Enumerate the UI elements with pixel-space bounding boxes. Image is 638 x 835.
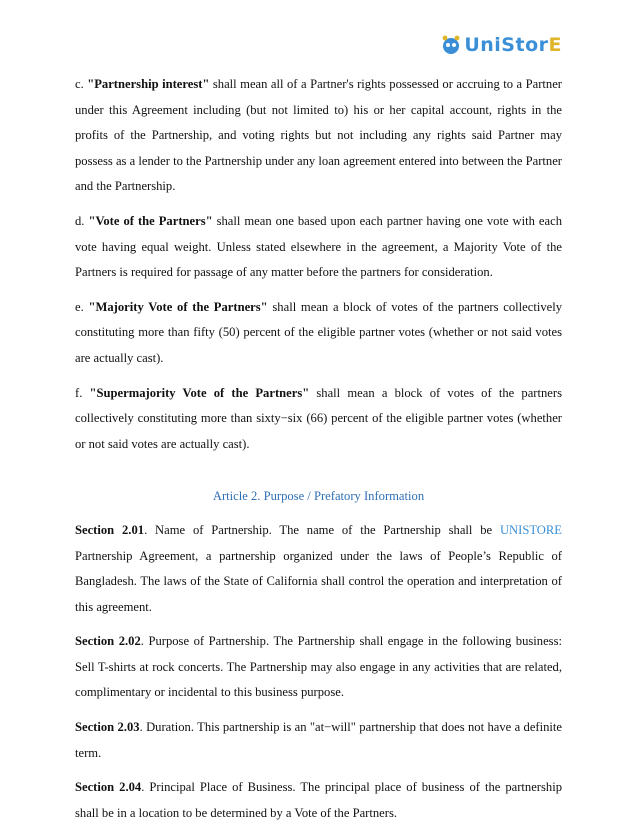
section-label: Section 2.03 <box>75 720 140 735</box>
section-label: Section 2.01 <box>75 522 145 537</box>
section-2-01 <box>75 518 562 620</box>
section-label: Section 2.04 <box>75 780 142 795</box>
definition-f <box>75 381 562 458</box>
brand-name: UNISTORE <box>499 522 562 537</box>
article-heading: Article 2. Purpose / Prefatory Information <box>212 489 425 504</box>
document-page <box>75 72 562 835</box>
section-2-03 <box>75 715 562 766</box>
definition-term: "Majority Vote of the Partners" <box>88 299 268 314</box>
section-2-02 <box>75 629 562 706</box>
definition-term: "Supermajority Vote of the Partners" <box>89 385 310 400</box>
definition-c <box>75 72 562 200</box>
section-label: Section 2.02 <box>75 634 141 649</box>
definition-d <box>75 209 562 286</box>
section-2-04 <box>75 775 562 826</box>
section-body: . Purpose of Partnership. The Partnership shall engage in the following business: Sell T-shirts at rock concerts. The Partnership may also engage in any activities that are related, complimentary or incidental to this business purpose. <box>75 634 562 700</box>
definition-prefix: e. <box>75 299 89 314</box>
section-body: . Name of Partnership. The name of the Partnership shall be <box>144 522 500 537</box>
definition-body: shall mean a block of votes of the partners collectively constituting more than sixty−six (66) percent of the eligible partner votes (whether or not said votes are actually cast). <box>75 385 562 451</box>
unistore-logo <box>440 34 562 56</box>
logo-text-main: UniStor <box>464 34 549 56</box>
definition-term: "Partnership interest" <box>87 77 210 91</box>
definition-term: "Vote of the Partners" <box>88 213 213 228</box>
section-body: . Duration. This partnership is an "at−will" partnership that does not have a definite term. <box>75 720 562 760</box>
definition-body: shall mean one based upon each partner having one vote with each vote having equal weight. Unless stated elsewhere in the agreement, a Majority Vote of the Partners is required for passage of any matter before the partners for consideration. <box>75 213 562 280</box>
definition-prefix: c. <box>75 77 88 91</box>
section-body-continued: Partnership Agreement, a partnership organized under the laws of People’s Republic of Bangladesh. The laws of the State of California shall control the operation and interpretation of this agreement. <box>75 548 562 614</box>
definition-body: shall mean a block of votes of the partners collectively constituting more than fifty (50) percent of the eligible partner votes (whether or not said votes are actually cast). <box>75 299 563 365</box>
definition-e <box>75 295 562 372</box>
logo-text-end: E <box>548 34 562 56</box>
logo-mascot-icon <box>440 35 462 55</box>
definition-body: shall mean all of a Partner's rights possessed or accruing to a Partner under this Agreement including (but not limited to) his or her capital account, rights in the profits of the Partnership, and voting rights but not including any rights said Partner may possess as a lender to the Partnership under any loan agreement entered into between the Partner and the Partnership. <box>75 77 562 194</box>
definition-prefix: d. <box>75 213 89 228</box>
definition-prefix: f. <box>75 385 90 400</box>
section-body: . Principal Place of Business. The principal place of business of the partnership shall be in a location to be determined by a Vote of the Partners. <box>75 780 562 820</box>
